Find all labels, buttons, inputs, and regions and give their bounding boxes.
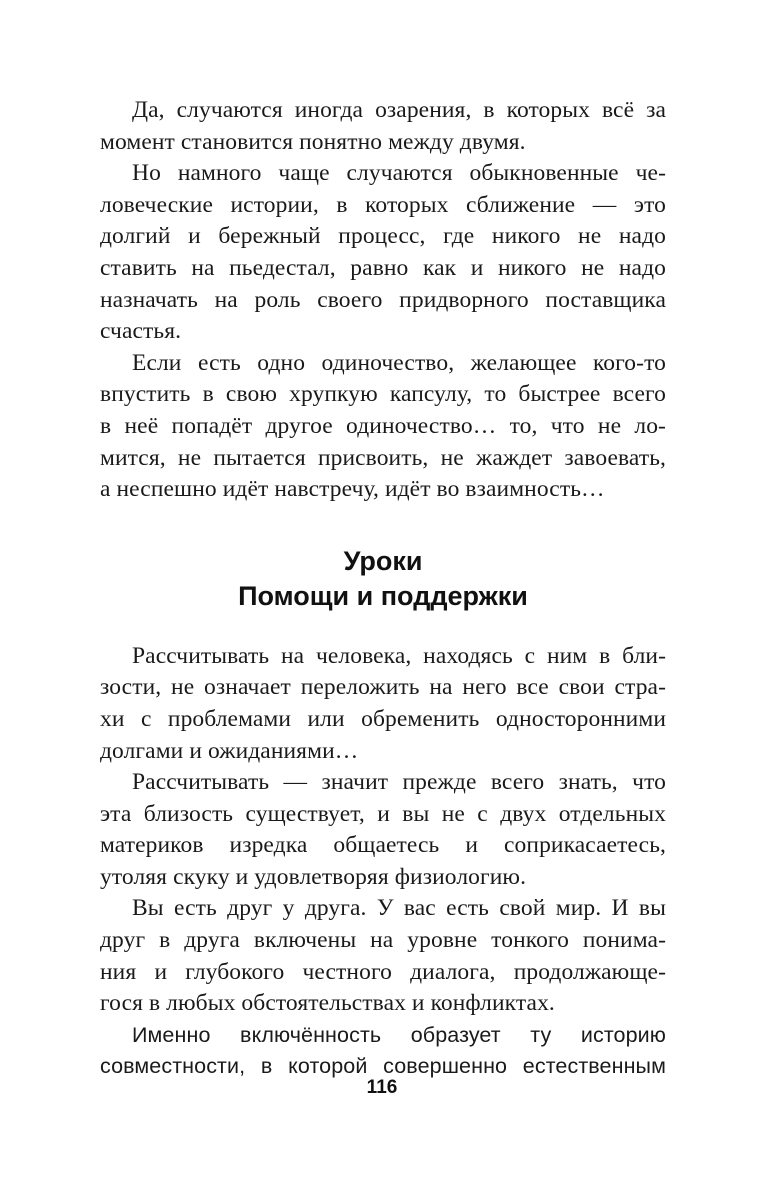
text-line: хи с проблемами или обременить односторонними	[100, 705, 666, 732]
text-line: Но намного чаще случаются обыкновенные че-	[132, 160, 666, 187]
paragraph	[100, 95, 666, 158]
text-line: ловеческие истории, в которых сближение — это	[100, 191, 666, 218]
text-line: долгий и бережный процесс, где никого не надо	[100, 223, 666, 250]
text-line: Рассчитывать на человека, находясь с ним в бли-	[132, 642, 666, 669]
text-line: долгами и ожиданиями…	[100, 737, 359, 764]
text-line: момент становится понятно между двумя.	[100, 128, 526, 155]
text-line: эта близость существует, и вы не с двух отдельных	[100, 800, 666, 827]
text-line: назначать на роль своего придворного поставщика	[100, 286, 666, 313]
paragraph	[100, 641, 666, 767]
paragraph	[100, 767, 666, 893]
text-line: ставить на пьедестал, равно как и никого не надо	[100, 254, 666, 281]
text-line: Рассчитывать — значит прежде всего знать, что	[132, 769, 666, 796]
text-line: Да, случаются иногда озарения, в которых всё за	[132, 97, 666, 123]
section-heading	[100, 544, 666, 614]
text-line: в неё попадёт другое одиночество… то, что не ло-	[100, 412, 666, 439]
text-line: материков изредка общаетесь и соприкасаетесь,	[100, 832, 666, 859]
text-line: мится, не пытается присвоить, не жаждет завоевать,	[100, 444, 666, 471]
text-line: Именно включённость образует ту историю	[132, 1022, 666, 1047]
page-body	[100, 95, 666, 1083]
text-line: совместности, в которой совершенно естественным	[100, 1054, 666, 1079]
text-line: ния и глубокого честного диалога, продолжающе-	[100, 958, 666, 985]
paragraph	[100, 1020, 666, 1083]
text-line: зости, не означает переложить на него все свои стра-	[100, 674, 666, 701]
text-line: впустить в свою хрупкую капсулу, то быстрее всего	[100, 381, 666, 408]
text-line: Если есть одно одиночество, желающее кого-то	[132, 349, 666, 376]
text-line: утоляя скуку и удовлетворяя физиологию.	[100, 863, 527, 890]
page-number: 116	[366, 1077, 398, 1098]
paragraph	[100, 158, 666, 348]
paragraph	[100, 348, 666, 506]
heading-line-2: Помощи и поддержки	[238, 580, 528, 611]
text-line: Вы есть друг у друга. У вас есть свой мир. И вы	[132, 895, 666, 922]
text-line: счастья.	[100, 318, 182, 345]
text-line: гося в любых обстоятельствах и конфликтах.	[100, 990, 555, 1017]
heading-line-1: Уроки	[343, 545, 423, 576]
paragraph	[100, 893, 666, 1019]
text-line: а неспешно идёт навстречу, идёт во взаимность…	[100, 476, 605, 503]
text-line: друг в друга включены на уровне тонкого понима-	[100, 927, 666, 954]
